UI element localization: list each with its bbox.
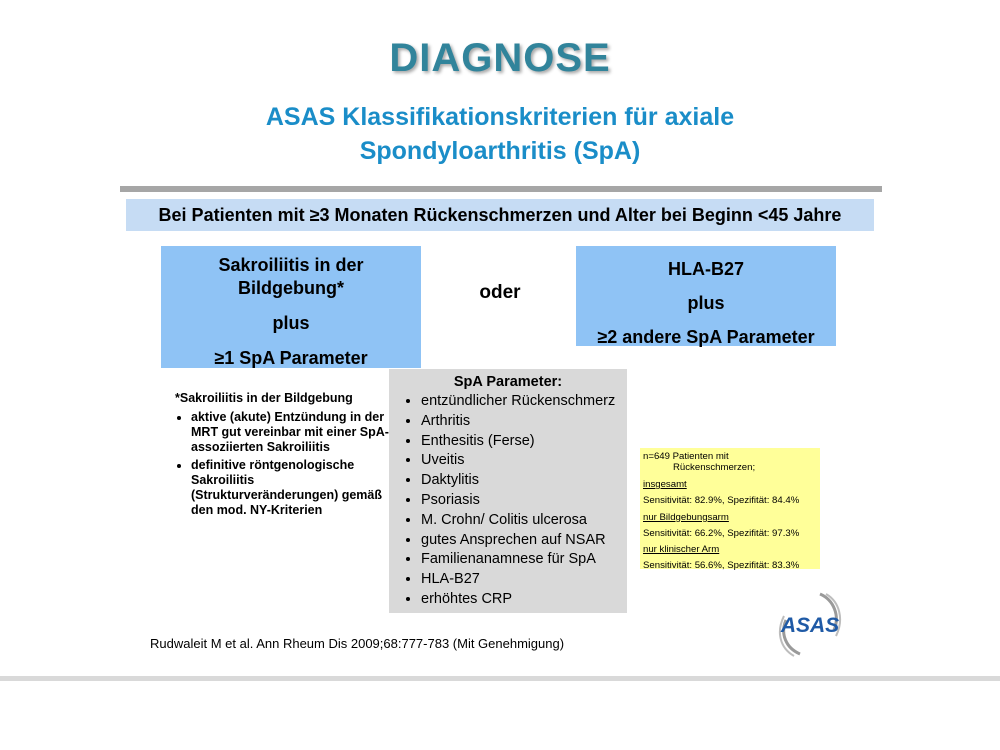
inclusion-condition-banner: Bei Patienten mit ≥3 Monaten Rückenschmerzen und Alter bei Beginn <45 Jahre (126, 199, 874, 231)
stats-group-value: Sensitivität: 66.2%, Spezifität: 97.3% (643, 527, 800, 539)
subtitle-line-2: Spondyloarthritis (SpA) (359, 137, 641, 165)
spa-parameters-list (389, 392, 627, 610)
spa-parameter-item: • Arthritis (421, 412, 627, 432)
page-title: DIAGNOSE (389, 36, 611, 80)
stats-group-label: nur Bildgebungsarm (643, 511, 729, 523)
stats-group-value: Sensitivität: 82.9%, Spezifität: 84.4% (643, 495, 800, 507)
spa-parameter-item: • Uveitis (421, 451, 627, 471)
imaging-footnote (175, 391, 390, 521)
top-divider (120, 186, 882, 192)
stats-line-2: Rückenschmerzen; (673, 462, 756, 473)
stats-group-label: nur klinischer Arm (643, 544, 720, 556)
imaging-arm-plus: plus (272, 313, 310, 333)
stats-group-value: Sensitivität: 56.6%, Spezifität: 83.3% (643, 560, 800, 572)
spa-parameters-box (389, 369, 627, 613)
asas-logo-icon (774, 590, 846, 658)
spa-parameter-item: • Familienanamnese für SpA (421, 550, 627, 570)
clinical-arm-param: ≥2 andere SpA Parameter (597, 327, 815, 347)
footnote-item: • definitive röntgenologische Sakroiliitis (Strukturveränderungen) gemäß den mod. NY-Kriterien (191, 458, 390, 518)
spa-parameter-item: • M. Crohn/ Colitis ulcerosa (421, 511, 627, 531)
asas-logo-text: ASAS (780, 614, 840, 637)
spa-parameter-item: • gutes Ansprechen auf NSAR (421, 531, 627, 551)
imaging-arm-box (161, 246, 421, 368)
imaging-arm-line-1: Sakroiliitis in der (218, 255, 364, 275)
stats-group-label: insgesamt (643, 479, 687, 490)
spa-parameters-title: SpA Parameter: (453, 374, 563, 390)
bottom-divider (0, 676, 1000, 681)
connector-oder: oder (479, 282, 521, 303)
imaging-arm-line-2: Bildgebung* (238, 278, 344, 298)
spa-parameter-item: • entzündlicher Rückenschmerz (421, 392, 627, 412)
spa-parameter-item: • erhöhtes CRP (421, 590, 627, 610)
page-subtitle (150, 100, 850, 168)
statistics-note (640, 448, 820, 572)
footnote-item: • aktive (akute) Entzündung in der MRT gut vereinbar mit einer SpA-assoziierten Sakroiliitis (191, 410, 390, 455)
footnote-title: *Sakroiliitis in der Bildgebung (175, 391, 353, 405)
spa-parameter-item: • HLA-B27 (421, 570, 627, 590)
clinical-arm-plus: plus (687, 293, 725, 313)
imaging-arm-param: ≥1 SpA Parameter (214, 348, 368, 368)
spa-parameter-item: • Enthesitis (Ferse) (421, 432, 627, 452)
footnote-list (175, 410, 390, 518)
citation: Rudwaleit M et al. Ann Rheum Dis 2009;68:777-783 (Mit Genehmigung) (150, 636, 565, 651)
subtitle-line-1: ASAS Klassifikationskriterien für axiale (265, 103, 735, 131)
clinical-arm-box (576, 246, 836, 346)
spa-parameter-item: • Psoriasis (421, 491, 627, 511)
spa-parameter-item: • Daktylitis (421, 471, 627, 491)
clinical-arm-line-1: HLA-B27 (667, 259, 744, 279)
stats-line-1: n=649 Patienten mit (643, 451, 729, 462)
